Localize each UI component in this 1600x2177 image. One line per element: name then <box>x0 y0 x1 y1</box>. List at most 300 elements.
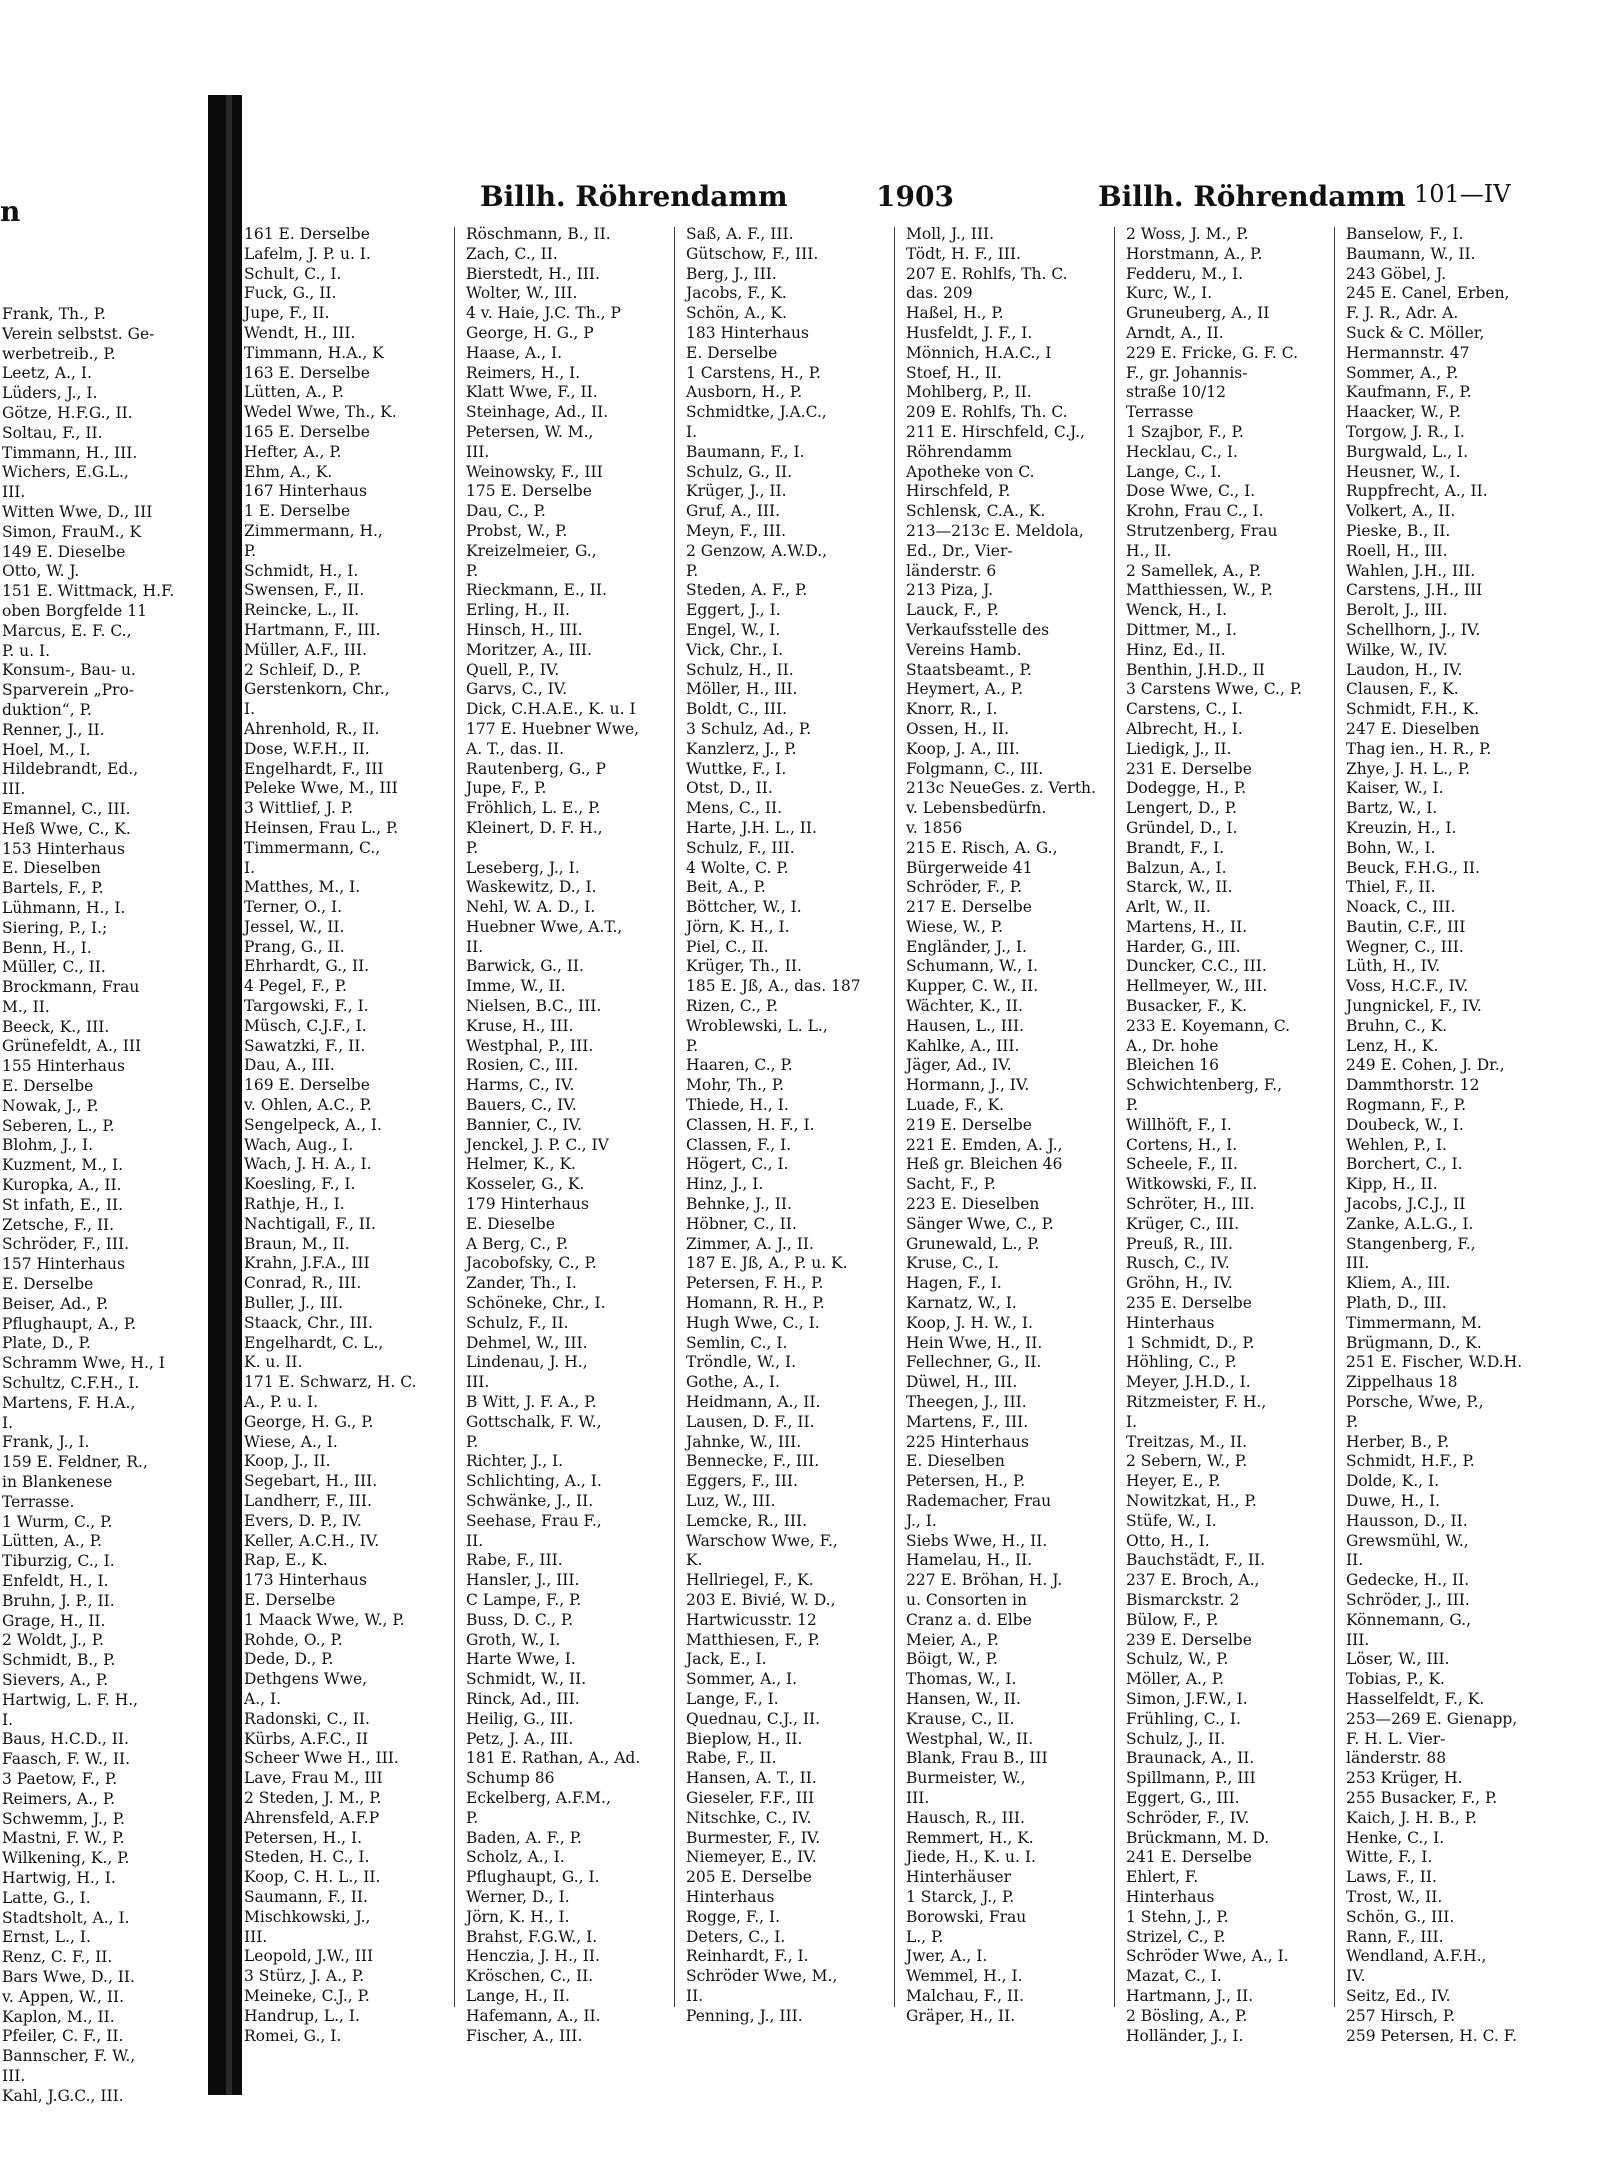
directory-entry: F. H. L. Vier- <box>1346 1729 1446 1748</box>
directory-entry: Burmester, F., IV. <box>686 1828 821 1847</box>
directory-entry: Lindenau, J. H., <box>466 1353 588 1372</box>
directory-entry: Hugh Wwe, C., I. <box>686 1313 820 1332</box>
directory-entry: Kleinert, D. F. H., <box>466 818 603 837</box>
directory-entry: II. <box>686 1986 704 2005</box>
directory-entry: Gedecke, H., II. <box>1346 1571 1470 1590</box>
directory-entry: Hinterhäuser <box>906 1868 1012 1887</box>
directory-entry: Tiburzig, C., I. <box>2 1552 115 1571</box>
directory-entry: Müller, C., II. <box>2 958 106 977</box>
directory-entry: Romei, G., I. <box>244 2026 342 2045</box>
directory-entry: Engelhardt, C. L., <box>244 1333 384 1352</box>
directory-entry: Plath, D., III. <box>1346 1294 1447 1313</box>
directory-entry: Kuzment, M., I. <box>2 1156 124 1175</box>
directory-entry: 231 E. Derselbe <box>1126 759 1252 778</box>
directory-entry: Hausen, L., III. <box>906 1016 1025 1035</box>
directory-entry: v. Ohlen, A.C., P. <box>244 1096 372 1115</box>
directory-entry: Hinterhaus <box>1126 1313 1215 1332</box>
directory-entry: I. <box>2 1710 14 1729</box>
directory-entry: Röschmann, B., II. <box>466 225 611 243</box>
directory-entry: Duncker, C.C., III. <box>1126 957 1267 976</box>
directory-entry: 223 E. Dieselben <box>906 1195 1040 1214</box>
directory-entry: P. <box>244 541 257 560</box>
directory-entry: Beiser, Ad., P. <box>2 1294 109 1313</box>
directory-entry: Knorr, R., I. <box>906 700 998 719</box>
directory-entry: Fellechner, G., II. <box>906 1353 1042 1372</box>
directory-entry: Strutzenberg, Frau <box>1126 521 1278 540</box>
directory-entry: 251 E. Fischer, W.D.H. <box>1346 1353 1523 1372</box>
directory-entry: Busacker, F., K. <box>1126 997 1248 1016</box>
directory-entry: Timmann, H., III. <box>2 443 138 462</box>
directory-entry: 225 Hinterhaus <box>906 1432 1029 1451</box>
directory-entry: Bennecke, F., III. <box>686 1452 820 1471</box>
directory-entry: Jäger, Ad., IV. <box>906 1056 1012 1075</box>
directory-entry: Wach, Aug., I. <box>244 1135 354 1154</box>
directory-entry: Nielsen, B.C., III. <box>466 997 602 1016</box>
directory-entry: 149 E. Dieselbe <box>2 542 126 561</box>
directory-entry: Düwel, H., III. <box>906 1373 1018 1392</box>
directory-entry: Schump 86 <box>466 1769 555 1788</box>
directory-entry: Hinterhaus <box>686 1887 775 1906</box>
directory-entry: Jack, E., I. <box>686 1650 767 1669</box>
directory-entry: Dau, C., P. <box>466 502 546 521</box>
directory-entry: Sievers, A., P. <box>2 1670 109 1689</box>
directory-entry: Husfeldt, J. F., I. <box>906 323 1033 342</box>
directory-entry: 179 Hinterhaus <box>466 1195 589 1214</box>
directory-entry: Renner, J., II. <box>2 720 105 739</box>
directory-entry: Henczia, J. H., II. <box>466 1947 600 1966</box>
directory-entry: Haase, A., I. <box>466 343 563 362</box>
directory-entry: Rosien, C., III. <box>466 1056 579 1075</box>
directory-entry: Heymert, A., P. <box>906 680 1023 699</box>
directory-entry: Huebner Wwe, A.T., <box>466 917 623 936</box>
directory-entry: Heß gr. Bleichen 46 <box>906 1155 1063 1174</box>
directory-entry: Kaich, J. H. B., P. <box>1346 1808 1477 1827</box>
directory-entry: E. Derselbe <box>244 1590 336 1609</box>
directory-column-5 <box>1126 225 1346 2046</box>
directory-entry: 2 Bösling, A., P. <box>1126 2006 1248 2025</box>
directory-entry: Mönnich, H.A.C., I <box>906 343 1052 362</box>
directory-entry: Cortens, H., I. <box>1126 1135 1238 1154</box>
directory-entry: Luade, F., K. <box>906 1096 1005 1115</box>
directory-entry: Timmermann, M. <box>1346 1313 1482 1332</box>
directory-entry: Wedel Wwe, Th., K. <box>244 403 397 422</box>
directory-entry: I. <box>244 700 256 719</box>
directory-entry: Torgow, J. R., I. <box>1346 422 1465 441</box>
directory-entry: Wilke, W., IV. <box>1346 640 1448 659</box>
directory-entry: 153 Hinterhaus <box>2 839 125 858</box>
directory-entry: Henke, C., I. <box>1346 1828 1445 1847</box>
directory-entry: Enfeldt, H., I. <box>2 1572 109 1590</box>
directory-entry: Böigt, W., P. <box>906 1650 998 1669</box>
directory-entry: Zippelhaus 18 <box>1346 1373 1458 1392</box>
directory-entry: Rathje, H., I. <box>244 1195 345 1214</box>
directory-entry: Lafelm, J. P. u. I. <box>244 244 371 263</box>
directory-entry: St infath, E., II. <box>2 1195 124 1214</box>
directory-entry: Gräper, H., II. <box>906 2006 1016 2025</box>
directory-entry: Lütten, A., P. <box>244 383 344 402</box>
directory-entry: 1 Schmidt, D., P. <box>1126 1333 1255 1352</box>
directory-entry: Heidmann, A., II. <box>686 1393 821 1412</box>
directory-entry: Quednau, C.J., II. <box>686 1709 821 1728</box>
directory-entry: II. <box>466 937 484 956</box>
directory-entry: Rabe, F., II. <box>686 1749 777 1768</box>
directory-entry: 185 E. Jß, A., das. 187 <box>686 977 861 996</box>
directory-entry: Karnatz, W., I. <box>906 1294 1017 1313</box>
directory-entry: Witten Wwe, D., III <box>2 502 153 521</box>
directory-entry: Lange, F., I. <box>686 1689 779 1708</box>
directory-entry: Hinz, J., I. <box>686 1175 764 1194</box>
directory-entry: Pfeiler, C. F., II. <box>2 2027 124 2046</box>
directory-entry: Buss, D. C., P. <box>466 1610 574 1629</box>
directory-entry: P. <box>466 838 479 857</box>
directory-entry: 259 Petersen, H. C. F. <box>1346 2026 1517 2045</box>
directory-entry: Jessel, W., II. <box>244 917 345 936</box>
directory-entry: Plate, D., P. <box>2 1334 91 1353</box>
directory-entry: Frank, Th., P. <box>2 305 106 323</box>
directory-entry: Koesling, F., I. <box>244 1175 356 1194</box>
directory-entry: F. J. R., Adr. A. <box>1346 304 1459 323</box>
directory-entry: 245 E. Canel, Erben, <box>1346 284 1510 303</box>
directory-entry: Baumann, F., I. <box>686 442 805 461</box>
directory-entry: Sengelpeck, A., I. <box>244 1115 382 1134</box>
directory-entry: Garvs, C., IV. <box>466 680 568 699</box>
directory-entry: Swensen, F., II. <box>244 581 365 600</box>
directory-entry: Hartmann, F., III. <box>244 620 381 639</box>
directory-entry: Rap, E., K. <box>244 1551 328 1570</box>
directory-entry: Suck & C. Möller, <box>1346 323 1485 342</box>
directory-entry: Hein Wwe, H., II. <box>906 1333 1043 1352</box>
directory-entry: E. Dieselbe <box>466 1214 555 1233</box>
directory-entry: Sacht, F., P. <box>906 1175 996 1194</box>
directory-entry: Hartwig, H., I. <box>2 1868 116 1887</box>
directory-entry: Zimmermann, H., <box>244 521 383 540</box>
directory-entry: Hellmeyer, W., III. <box>1126 977 1268 996</box>
directory-entry: Hinsch, H., III. <box>466 620 583 639</box>
directory-entry: P. <box>466 1432 479 1451</box>
directory-entry: Gründel, D., I. <box>1126 818 1238 837</box>
directory-entry: Spillmann, P., III <box>1126 1769 1256 1788</box>
directory-entry: Sommer, A., P. <box>1346 363 1459 382</box>
directory-entry: Leseberg, J., I. <box>466 858 580 877</box>
column-divider <box>1114 227 1115 2007</box>
directory-entry: 169 E. Derselbe <box>244 1076 370 1095</box>
directory-entry: Bannier, C., IV. <box>466 1115 582 1134</box>
directory-entry: III. <box>2 2066 26 2085</box>
directory-entry: Starck, W., II. <box>1126 878 1233 897</box>
directory-entry: Reimers, H., I. <box>466 363 581 382</box>
directory-entry: Heß Wwe, C., K. <box>2 819 131 838</box>
directory-entry: Krüger, J., II. <box>686 482 787 501</box>
directory-entry: Willhöft, F., I. <box>1126 1115 1232 1134</box>
directory-entry: H., II. <box>1126 541 1172 560</box>
directory-entry: Petersen, H., I. <box>244 1828 363 1847</box>
directory-entry: Matthiesen, F., P. <box>686 1630 820 1649</box>
directory-entry: das. 209 <box>906 284 973 303</box>
directory-entry: K. <box>686 1551 703 1570</box>
directory-entry: George, H. G., P <box>466 323 594 342</box>
directory-entry: Targowski, F., I. <box>244 997 369 1016</box>
directory-entry: Schwichtenberg, F., <box>1126 1076 1283 1095</box>
directory-entry: Faasch, F. W., II. <box>2 1750 131 1769</box>
directory-column-4 <box>906 225 1126 2027</box>
directory-entry: Theegen, J., III. <box>906 1393 1027 1412</box>
directory-entry: 217 E. Derselbe <box>906 898 1032 917</box>
directory-entry: Otto, W. J. <box>2 562 80 581</box>
directory-entry: Kahlke, A., III. <box>906 1036 1020 1055</box>
directory-entry: Steden, A. F., P. <box>686 581 808 600</box>
directory-entry: 173 Hinterhaus <box>244 1571 367 1590</box>
directory-entry: Leopold, J.W., III <box>244 1947 374 1966</box>
directory-entry: Clausen, F., K. <box>1346 680 1459 699</box>
directory-entry: Simon, J.F.W., I. <box>1126 1689 1248 1708</box>
directory-entry: straße 10/12 <box>1126 383 1226 402</box>
directory-entry: Sparverein „Pro- <box>2 681 135 700</box>
directory-entry: Hecklau, C., I. <box>1126 442 1238 461</box>
directory-entry: Siering, P., I.; <box>2 918 108 937</box>
directory-entry: Bruhn, C., K. <box>1346 1016 1448 1035</box>
directory-entry: 213—213c E. Meldola, <box>906 521 1084 540</box>
directory-entry: Lüders, J., I. <box>2 384 98 403</box>
directory-entry: Hellriegel, F., K. <box>686 1571 814 1590</box>
directory-entry: Schult, C., I. <box>244 264 342 283</box>
directory-entry: Renz, C. F., II. <box>2 1948 113 1967</box>
directory-entry: Lange, C., I. <box>1126 462 1222 481</box>
directory-entry: v. Lebensbedürfn. <box>906 799 1047 818</box>
directory-entry: Kaplon, M., II. <box>2 2007 115 2026</box>
directory-entry: Jörn, K. H., I. <box>686 917 790 936</box>
directory-entry: Klatt Wwe, F., II. <box>466 383 598 402</box>
directory-entry: Schröder, F., III. <box>2 1235 130 1254</box>
directory-column-6 <box>1346 225 1566 2046</box>
directory-entry: Engel, W., I. <box>686 620 781 639</box>
directory-entry: Stadtsholt, A., I. <box>2 1908 130 1927</box>
directory-entry: 237 E. Broch, A., <box>1126 1571 1260 1590</box>
directory-entry: Ausborn, H., P. <box>686 383 803 402</box>
directory-entry: Evers, D. P., IV. <box>244 1511 362 1530</box>
directory-entry: Hartwig, L. F. H., <box>2 1690 139 1709</box>
directory-entry: Thag ien., H. R., P. <box>1346 739 1492 758</box>
directory-entry: 4 Wolte, C. P. <box>686 858 789 877</box>
directory-entry: Barwick, G., II. <box>466 957 584 976</box>
directory-entry: 205 E. Derselbe <box>686 1868 812 1887</box>
directory-entry: Ed., Dr., Vier- <box>906 541 1013 560</box>
directory-entry: Dittmer, M., I. <box>1126 620 1237 639</box>
directory-entry: Tröndle, W., I. <box>686 1353 797 1372</box>
directory-entry: Hinz, Ed., II. <box>1126 640 1226 659</box>
directory-entry: Schmidt, H.F., P. <box>1346 1452 1475 1471</box>
directory-entry: III. <box>466 1373 490 1392</box>
directory-entry: v. Appen, W., II. <box>2 1987 124 2006</box>
directory-entry: Engelhardt, F., III <box>244 759 384 778</box>
directory-entry: Schmidt, B., P. <box>2 1651 116 1670</box>
directory-entry: Fischer, A., III. <box>466 2026 583 2045</box>
directory-entry: Schulz, G., II. <box>686 462 793 481</box>
directory-entry: Sänger Wwe, C., P. <box>906 1214 1054 1233</box>
directory-entry: Carstens, J.H., III <box>1346 581 1483 600</box>
directory-entry: duktion“, P. <box>2 700 92 719</box>
directory-entry: 229 E. Fricke, G. F. C. <box>1126 343 1299 362</box>
directory-entry: Haßel, H., P. <box>906 304 1004 323</box>
directory-entry: Lütten, A., P. <box>2 1532 102 1551</box>
directory-entry: A Berg, C., P. <box>466 1234 569 1253</box>
directory-entry: Mens, C., II. <box>686 799 783 818</box>
directory-entry: Grage, H., II. <box>2 1611 106 1630</box>
directory-entry: Krüger, C., III. <box>1126 1214 1240 1233</box>
book-spine <box>208 95 242 2095</box>
directory-entry: Braun, M., II. <box>244 1234 350 1253</box>
directory-entry: Meier, A., P. <box>906 1630 999 1649</box>
directory-entry: I. <box>1126 1412 1138 1431</box>
directory-entry: Hefter, A., P. <box>244 442 342 461</box>
directory-entry: Baden, A. F., P. <box>466 1828 582 1847</box>
directory-entry: 257 Hirsch, P. <box>1346 2006 1456 2025</box>
directory-entry: Staatsbeamt., P. <box>906 660 1032 679</box>
directory-entry: 2 Woldt, J., P. <box>2 1631 104 1650</box>
directory-entry: Reimers, A., P. <box>2 1789 116 1808</box>
directory-entry: Herber, B., P. <box>1346 1432 1450 1451</box>
directory-entry: Mohr, Th., P. <box>686 1076 785 1095</box>
directory-entry: Fröhlich, L. E., P. <box>466 799 601 818</box>
directory-entry: Harder, G., III. <box>1126 937 1241 956</box>
directory-entry: Hafemann, A., II. <box>466 2006 601 2025</box>
directory-entry: 157 Hinterhaus <box>2 1255 125 1274</box>
directory-entry: Moritzer, A., III. <box>466 640 592 659</box>
directory-entry: 4 Pegel, F., P. <box>244 977 347 996</box>
directory-entry: Nowitzkat, H., P. <box>1126 1492 1257 1510</box>
directory-entry: P. <box>1346 1412 1359 1431</box>
directory-entry: u. Consorten in <box>906 1590 1027 1609</box>
directory-entry: Keller, A.C.H., IV. <box>244 1531 380 1550</box>
directory-entry: Vereins Hamb. <box>906 640 1022 659</box>
directory-entry: Steden, H. C., I. <box>244 1848 370 1867</box>
directory-entry: Arlt, W., II. <box>1126 898 1211 917</box>
directory-entry: Radonski, C., II. <box>244 1709 370 1728</box>
directory-entry: 221 E. Emden, A. J., <box>906 1135 1063 1154</box>
column-divider <box>454 227 455 2007</box>
directory-entry: Rabe, F., III. <box>466 1551 563 1570</box>
directory-entry: Lühmann, H., I. <box>2 898 126 917</box>
directory-entry: Quell, P., IV. <box>466 660 560 679</box>
directory-entry: Scholz, A., I. <box>466 1848 565 1867</box>
directory-entry: P. <box>466 1808 479 1827</box>
directory-entry: J., I. <box>906 1511 937 1530</box>
directory-entry: Gruneuberg, A., II <box>1126 304 1270 323</box>
directory-entry: Vick, Chr., I. <box>686 640 784 659</box>
directory-entry: E. Derselbe <box>686 343 778 362</box>
directory-entry: 2 Genzow, A.W.D., <box>686 541 828 560</box>
directory-entry: Deters, C., I. <box>686 1927 786 1946</box>
directory-entry: Sommer, A., I. <box>686 1670 798 1689</box>
directory-entry: Ruppfrecht, A., II. <box>1346 482 1488 501</box>
column-divider <box>894 227 895 2007</box>
directory-entry: P. u. I. <box>2 641 51 660</box>
directory-entry: Schmidt, W., II. <box>466 1670 587 1689</box>
directory-entry: Schultz, C.F.H., I. <box>2 1374 140 1393</box>
directory-entry: 1 Stehn, J., P. <box>1126 1907 1229 1926</box>
directory-entry: Apotheke von C. <box>906 462 1035 481</box>
directory-entry: III. <box>1346 1630 1370 1649</box>
directory-entry: Behnke, J., II. <box>686 1195 792 1214</box>
directory-entry: Meyer, J.H.D., I. <box>1126 1373 1251 1392</box>
directory-entry: Berolt, J., III. <box>1346 601 1448 620</box>
directory-entry: Rohde, O., P. <box>244 1630 343 1649</box>
directory-entry: Koop, J., II. <box>244 1452 331 1471</box>
directory-entry: 1 Wurm, C., P. <box>2 1512 113 1531</box>
directory-entry: Bürgerweide 41 <box>906 858 1033 877</box>
directory-entry: Martens, F. H.A., <box>2 1393 136 1412</box>
directory-entry: Noack, C., III. <box>1346 898 1456 917</box>
directory-entry: Homann, R. H., P. <box>686 1294 825 1313</box>
directory-entry: Bautin, C.F., III <box>1346 917 1466 936</box>
directory-entry: Rizen, C., P. <box>686 997 779 1016</box>
directory-entry: George, H. G., P. <box>244 1412 374 1431</box>
directory-entry: Doubeck, W., I. <box>1346 1115 1464 1134</box>
directory-entry: Möller, A., P. <box>1126 1670 1225 1689</box>
directory-entry: Probst, W., P. <box>466 521 568 540</box>
directory-entry: Cranz a. d. Elbe <box>906 1610 1032 1629</box>
directory-entry: Lange, H., II. <box>466 1986 570 2005</box>
directory-entry: Schulz, H., II. <box>686 660 794 679</box>
directory-entry: 4 v. Haie, J.C. Th., P <box>466 304 621 323</box>
directory-entry: 181 E. Rathan, A., Ad. <box>466 1749 641 1768</box>
directory-entry: Lauck, F., P. <box>906 601 999 620</box>
directory-entry: Jiede, H., K. u. I. <box>906 1848 1036 1867</box>
directory-entry: Staack, Chr., III. <box>244 1313 373 1332</box>
directory-entry: in Blankenese <box>2 1473 113 1492</box>
directory-entry: Reincke, L., II. <box>244 601 360 620</box>
directory-entry: Jacobs, J.C.J., II <box>1346 1195 1466 1214</box>
year-title: 1903 <box>876 180 954 213</box>
directory-entry: Otto, H., I. <box>1126 1531 1210 1550</box>
directory-entry: 1 Carstens, H., P. <box>686 363 821 382</box>
directory-entry: 211 E. Hirschfeld, C.J., <box>906 422 1085 441</box>
directory-entry: Schulz, W., P. <box>1126 1650 1229 1669</box>
directory-entry: Tödt, H. F., III. <box>906 244 1021 263</box>
directory-entry: Nitschke, C., IV. <box>686 1808 812 1827</box>
directory-entry: I. <box>686 422 698 441</box>
directory-entry: Saumann, F., II. <box>244 1887 368 1906</box>
directory-entry: 3 Paetow, F., P. <box>2 1769 118 1788</box>
directory-entry: L., P. <box>906 1927 944 1946</box>
directory-entry: Konsum-, Bau- u. <box>2 661 136 680</box>
directory-entry: Bars Wwe, D., II. <box>2 1967 135 1986</box>
directory-entry: Piel, C., II. <box>686 937 769 956</box>
directory-entry: Jungnickel, F., IV. <box>1346 997 1482 1016</box>
directory-entry: E. Dieselben <box>906 1452 1005 1471</box>
directory-entry: Moll, J., III. <box>906 225 995 243</box>
directory-entry: Gottschalk, F. W., <box>466 1412 602 1431</box>
directory-entry: Jupe, F., II. <box>244 304 330 323</box>
directory-entry: Wiese, W., P. <box>906 917 1003 936</box>
directory-entry: Scheer Wwe H., III. <box>244 1749 399 1768</box>
directory-entry: Hasselfeldt, F., K. <box>1346 1689 1485 1708</box>
directory-entry: Harte Wwe, I. <box>466 1650 576 1669</box>
directory-entry: Nowak, J., P. <box>2 1096 99 1115</box>
directory-entry: 247 E. Dieselben <box>1346 719 1480 738</box>
directory-entry: Petersen, H., P. <box>906 1472 1026 1491</box>
directory-entry: 243 Göbel, J. <box>1346 264 1447 283</box>
directory-entry: Eggert, G., III. <box>1126 1788 1240 1807</box>
directory-entry: Schmidt, H., I. <box>244 561 359 580</box>
directory-entry: Pflughaupt, A., P. <box>2 1314 137 1333</box>
directory-entry: A., I. <box>244 1689 282 1708</box>
directory-entry: 227 E. Bröhan, H. J. <box>906 1571 1063 1590</box>
directory-entry: Müsch, C.J.F., I. <box>244 1016 367 1035</box>
directory-entry: Hildebrandt, Ed., <box>2 760 139 779</box>
directory-entry: Kreizelmeier, G., <box>466 541 597 560</box>
directory-entry: P. <box>1126 1096 1139 1115</box>
directory-entry: E. Derselbe <box>2 1077 94 1096</box>
